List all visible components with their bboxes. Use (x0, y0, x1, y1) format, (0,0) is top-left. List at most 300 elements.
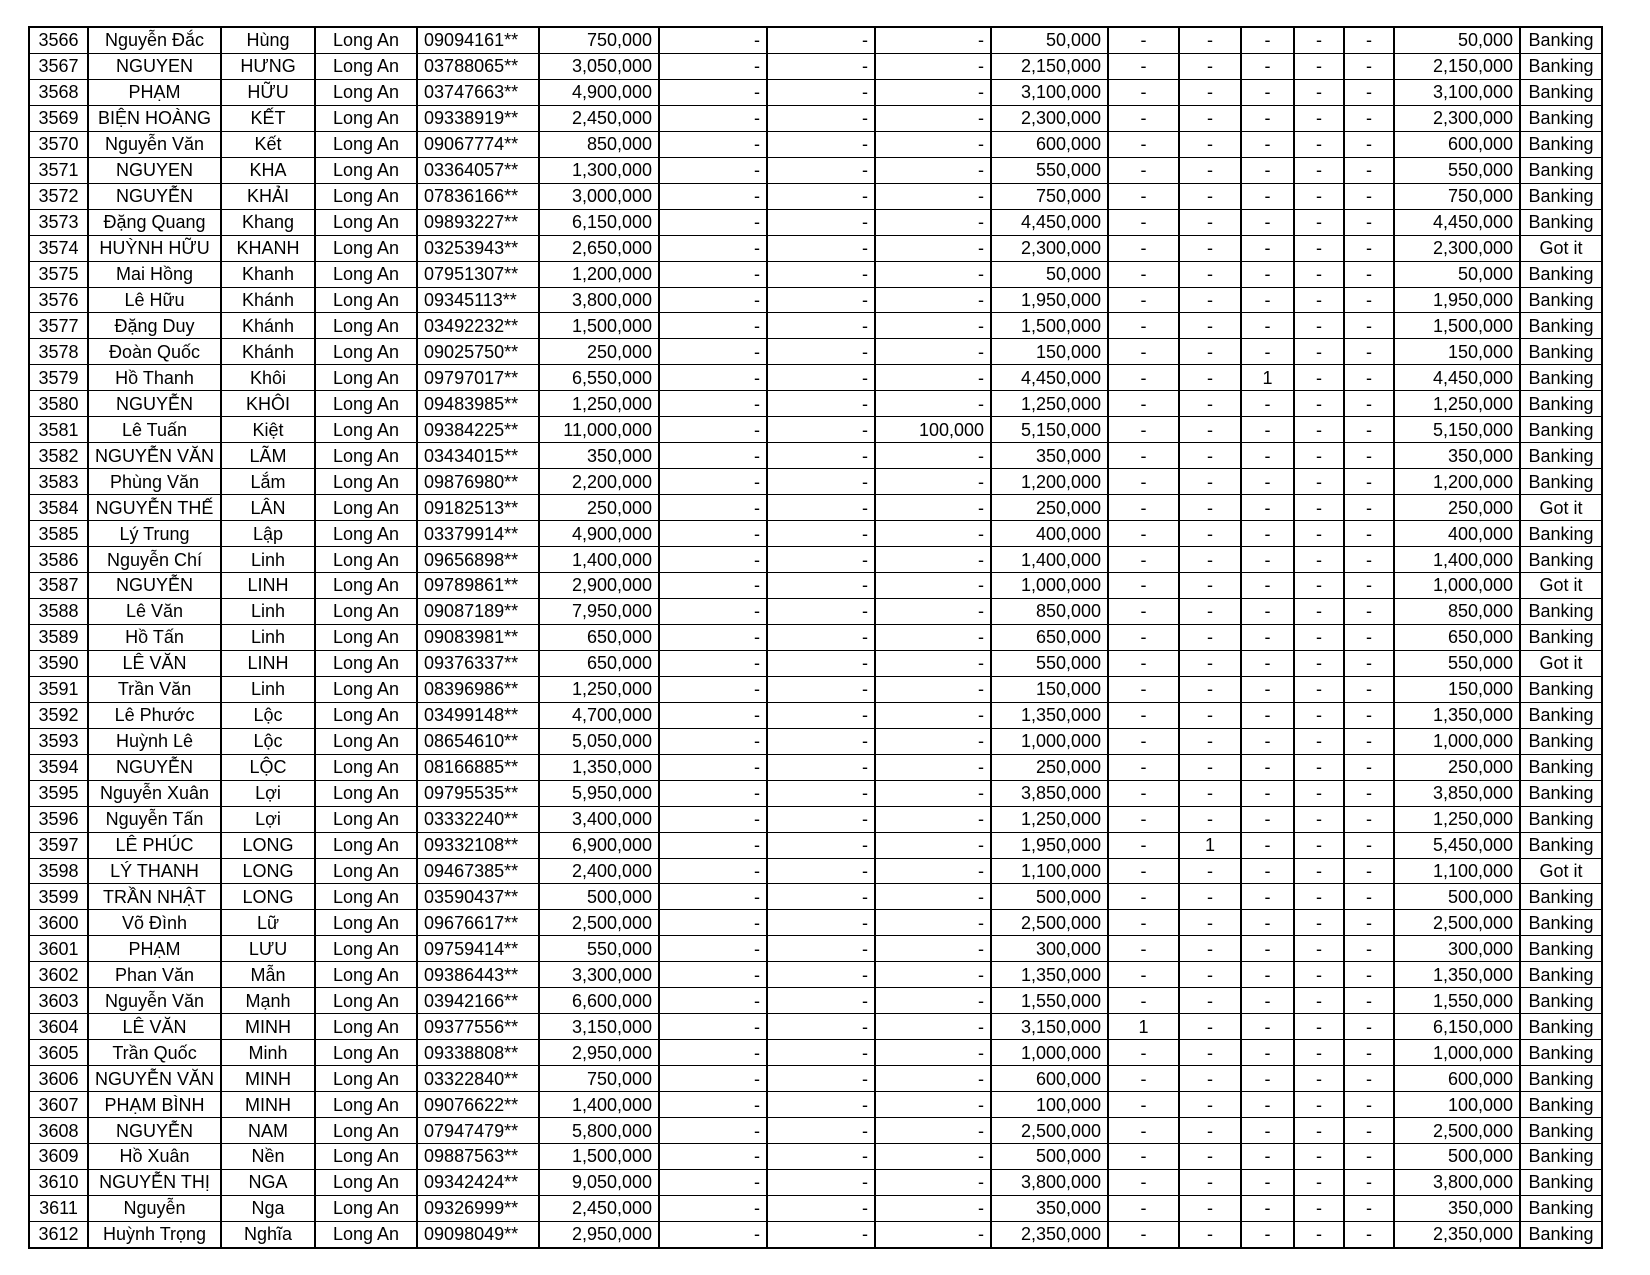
col-8-cell: - (767, 728, 875, 754)
amount-2-cell: 150,000 (991, 676, 1108, 702)
col-9-cell: - (875, 702, 991, 728)
col-8-cell: - (767, 1195, 875, 1221)
amount-cell: 1,400,000 (539, 1092, 659, 1118)
phone-cell: 09656898** (417, 547, 539, 573)
flag-2-cell: - (1179, 1195, 1241, 1221)
amount-2-cell: 50,000 (991, 27, 1108, 53)
phone-cell: 03499148** (417, 702, 539, 728)
flag-1-cell: - (1108, 1143, 1179, 1169)
flag-4-cell: - (1294, 339, 1344, 365)
province-cell: Long An (315, 235, 417, 261)
province-cell: Long An (315, 417, 417, 443)
col-8-cell: - (767, 1169, 875, 1195)
flag-1-cell: - (1108, 209, 1179, 235)
total-cell: 300,000 (1394, 936, 1520, 962)
flag-3-cell: - (1241, 1221, 1294, 1247)
flag-2-cell: - (1179, 962, 1241, 988)
method-cell: Got it (1520, 495, 1602, 521)
flag-4-cell: - (1294, 1195, 1344, 1221)
phone-cell: 09098049** (417, 1221, 539, 1247)
province-cell: Long An (315, 27, 417, 53)
flag-1-cell: - (1108, 391, 1179, 417)
total-cell: 1,000,000 (1394, 1040, 1520, 1066)
col-8-cell: - (767, 79, 875, 105)
surname-cell: NGUYỄN (88, 391, 221, 417)
surname-cell: Lê Hữu (88, 287, 221, 313)
flag-5-cell: - (1344, 131, 1394, 157)
flag-3-cell: - (1241, 157, 1294, 183)
flag-1-cell: - (1108, 624, 1179, 650)
amount-cell: 6,900,000 (539, 832, 659, 858)
surname-cell: Nguyễn Tấn (88, 806, 221, 832)
flag-3-cell: - (1241, 53, 1294, 79)
table-row (29, 261, 1602, 287)
flag-1-cell: - (1108, 806, 1179, 832)
row-number-cell: 3567 (29, 53, 88, 79)
flag-2-cell: - (1179, 806, 1241, 832)
flag-4-cell: - (1294, 962, 1344, 988)
flag-4-cell: - (1294, 1143, 1344, 1169)
amount-2-cell: 600,000 (991, 131, 1108, 157)
total-cell: 6,150,000 (1394, 1014, 1520, 1040)
flag-1-cell: - (1108, 417, 1179, 443)
flag-2-cell: - (1179, 754, 1241, 780)
amount-cell: 350,000 (539, 443, 659, 469)
method-cell: Banking (1520, 1040, 1602, 1066)
flag-3-cell: - (1241, 754, 1294, 780)
province-cell: Long An (315, 754, 417, 780)
col-9-cell: - (875, 1143, 991, 1169)
col-7-cell: - (659, 157, 767, 183)
flag-5-cell: - (1344, 339, 1394, 365)
table-row (29, 313, 1602, 339)
given-name-cell: NGA (221, 1169, 315, 1195)
row-number-cell: 3610 (29, 1169, 88, 1195)
method-cell: Banking (1520, 988, 1602, 1014)
row-number-cell: 3583 (29, 469, 88, 495)
total-cell: 100,000 (1394, 1092, 1520, 1118)
flag-4-cell: - (1294, 624, 1344, 650)
amount-cell: 1,400,000 (539, 547, 659, 573)
row-number-cell: 3593 (29, 728, 88, 754)
phone-cell: 09376337** (417, 650, 539, 676)
amount-2-cell: 2,500,000 (991, 1118, 1108, 1144)
amount-2-cell: 500,000 (991, 884, 1108, 910)
amount-cell: 7,950,000 (539, 598, 659, 624)
amount-cell: 500,000 (539, 884, 659, 910)
col-7-cell: - (659, 650, 767, 676)
row-number-cell: 3589 (29, 624, 88, 650)
surname-cell: Nguyễn Đắc (88, 27, 221, 53)
given-name-cell: Nga (221, 1195, 315, 1221)
flag-3-cell: - (1241, 1014, 1294, 1040)
flag-3-cell: - (1241, 936, 1294, 962)
flag-2-cell: - (1179, 495, 1241, 521)
given-name-cell: KẾT (221, 105, 315, 131)
given-name-cell: LINH (221, 650, 315, 676)
table-row (29, 910, 1602, 936)
phone-cell: 09887563** (417, 1143, 539, 1169)
amount-cell: 750,000 (539, 1066, 659, 1092)
flag-4-cell: - (1294, 988, 1344, 1014)
col-8-cell: - (767, 832, 875, 858)
flag-2-cell: - (1179, 235, 1241, 261)
total-cell: 2,300,000 (1394, 105, 1520, 131)
col-7-cell: - (659, 313, 767, 339)
table-row (29, 936, 1602, 962)
amount-cell: 1,200,000 (539, 261, 659, 287)
flag-2-cell: - (1179, 1143, 1241, 1169)
flag-2-cell: - (1179, 79, 1241, 105)
col-8-cell: - (767, 1014, 875, 1040)
amount-cell: 4,900,000 (539, 521, 659, 547)
amount-cell: 750,000 (539, 27, 659, 53)
flag-3-cell: - (1241, 79, 1294, 105)
method-cell: Banking (1520, 754, 1602, 780)
row-number-cell: 3574 (29, 235, 88, 261)
province-cell: Long An (315, 391, 417, 417)
table-row (29, 1169, 1602, 1195)
total-cell: 4,450,000 (1394, 365, 1520, 391)
flag-4-cell: - (1294, 209, 1344, 235)
flag-5-cell: - (1344, 313, 1394, 339)
flag-2-cell: - (1179, 339, 1241, 365)
flag-1-cell: - (1108, 105, 1179, 131)
total-cell: 1,250,000 (1394, 806, 1520, 832)
col-8-cell: - (767, 547, 875, 573)
province-cell: Long An (315, 780, 417, 806)
total-cell: 3,100,000 (1394, 79, 1520, 105)
province-cell: Long An (315, 131, 417, 157)
table-row (29, 1143, 1602, 1169)
col-8-cell: - (767, 1066, 875, 1092)
amount-2-cell: 2,300,000 (991, 235, 1108, 261)
amount-2-cell: 100,000 (991, 1092, 1108, 1118)
given-name-cell: NAM (221, 1118, 315, 1144)
amount-2-cell: 350,000 (991, 443, 1108, 469)
phone-cell: 09067774** (417, 131, 539, 157)
total-cell: 250,000 (1394, 754, 1520, 780)
flag-1-cell: - (1108, 131, 1179, 157)
table-row (29, 1118, 1602, 1144)
flag-1-cell: - (1108, 573, 1179, 599)
method-cell: Banking (1520, 105, 1602, 131)
flag-5-cell: - (1344, 469, 1394, 495)
flag-3-cell: - (1241, 443, 1294, 469)
amount-cell: 6,150,000 (539, 209, 659, 235)
phone-cell: 08396986** (417, 676, 539, 702)
col-7-cell: - (659, 235, 767, 261)
flag-2-cell: - (1179, 131, 1241, 157)
method-cell: Banking (1520, 1169, 1602, 1195)
flag-3-cell: - (1241, 183, 1294, 209)
table-row (29, 27, 1602, 53)
method-cell: Banking (1520, 157, 1602, 183)
surname-cell: Mai Hồng (88, 261, 221, 287)
col-7-cell: - (659, 183, 767, 209)
flag-5-cell: - (1344, 780, 1394, 806)
col-7-cell: - (659, 547, 767, 573)
method-cell: Banking (1520, 391, 1602, 417)
given-name-cell: MINH (221, 1014, 315, 1040)
flag-2-cell: - (1179, 884, 1241, 910)
col-8-cell: - (767, 910, 875, 936)
flag-2-cell: - (1179, 1221, 1241, 1247)
flag-2-cell: - (1179, 573, 1241, 599)
table-row (29, 417, 1602, 443)
method-cell: Banking (1520, 728, 1602, 754)
amount-2-cell: 1,500,000 (991, 313, 1108, 339)
row-number-cell: 3606 (29, 1066, 88, 1092)
phone-cell: 09025750** (417, 339, 539, 365)
table-row (29, 858, 1602, 884)
flag-5-cell: - (1344, 1169, 1394, 1195)
table-row (29, 884, 1602, 910)
flag-2-cell: - (1179, 521, 1241, 547)
row-number-cell: 3586 (29, 547, 88, 573)
given-name-cell: Lợi (221, 780, 315, 806)
col-8-cell: - (767, 235, 875, 261)
surname-cell: NGUYỄN (88, 754, 221, 780)
flag-4-cell: - (1294, 780, 1344, 806)
surname-cell: LÝ THANH (88, 858, 221, 884)
col-9-cell: - (875, 131, 991, 157)
flag-2-cell: - (1179, 313, 1241, 339)
given-name-cell: Lợi (221, 806, 315, 832)
given-name-cell: Mẫn (221, 962, 315, 988)
col-9-cell: - (875, 339, 991, 365)
method-cell: Banking (1520, 443, 1602, 469)
province-cell: Long An (315, 832, 417, 858)
table-row (29, 209, 1602, 235)
method-cell: Banking (1520, 261, 1602, 287)
amount-cell: 9,050,000 (539, 1169, 659, 1195)
flag-5-cell: - (1344, 1118, 1394, 1144)
province-cell: Long An (315, 1040, 417, 1066)
col-8-cell: - (767, 417, 875, 443)
flag-4-cell: - (1294, 754, 1344, 780)
flag-4-cell: - (1294, 365, 1344, 391)
col-7-cell: - (659, 209, 767, 235)
row-number-cell: 3608 (29, 1118, 88, 1144)
row-number-cell: 3612 (29, 1221, 88, 1247)
amount-2-cell: 1,950,000 (991, 287, 1108, 313)
surname-cell: Trần Quốc (88, 1040, 221, 1066)
amount-cell: 3,150,000 (539, 1014, 659, 1040)
given-name-cell: Khánh (221, 339, 315, 365)
phone-cell: 07951307** (417, 261, 539, 287)
flag-5-cell: - (1344, 443, 1394, 469)
flag-3-cell: - (1241, 832, 1294, 858)
table-row (29, 469, 1602, 495)
col-9-cell: - (875, 936, 991, 962)
province-cell: Long An (315, 1169, 417, 1195)
flag-2-cell: 1 (1179, 832, 1241, 858)
col-9-cell: - (875, 287, 991, 313)
flag-1-cell: - (1108, 287, 1179, 313)
col-7-cell: - (659, 884, 767, 910)
row-number-cell: 3605 (29, 1040, 88, 1066)
col-9-cell: - (875, 105, 991, 131)
flag-5-cell: - (1344, 261, 1394, 287)
method-cell: Banking (1520, 702, 1602, 728)
amount-2-cell: 300,000 (991, 936, 1108, 962)
table-row (29, 365, 1602, 391)
province-cell: Long An (315, 53, 417, 79)
flag-2-cell: - (1179, 936, 1241, 962)
flag-3-cell: - (1241, 910, 1294, 936)
phone-cell: 03942166** (417, 988, 539, 1014)
province-cell: Long An (315, 1014, 417, 1040)
phone-cell: 03492232** (417, 313, 539, 339)
flag-4-cell: - (1294, 1169, 1344, 1195)
flag-5-cell: - (1344, 79, 1394, 105)
col-9-cell: - (875, 598, 991, 624)
row-number-cell: 3573 (29, 209, 88, 235)
col-8-cell: - (767, 469, 875, 495)
province-cell: Long An (315, 858, 417, 884)
col-7-cell: - (659, 261, 767, 287)
col-8-cell: - (767, 780, 875, 806)
table-row (29, 806, 1602, 832)
flag-4-cell: - (1294, 1066, 1344, 1092)
method-cell: Banking (1520, 936, 1602, 962)
total-cell: 550,000 (1394, 650, 1520, 676)
row-number-cell: 3595 (29, 780, 88, 806)
table-row (29, 728, 1602, 754)
flag-4-cell: - (1294, 443, 1344, 469)
flag-2-cell: - (1179, 780, 1241, 806)
flag-2-cell: - (1179, 650, 1241, 676)
method-cell: Got it (1520, 573, 1602, 599)
flag-1-cell: - (1108, 1066, 1179, 1092)
flag-1-cell: - (1108, 261, 1179, 287)
col-7-cell: - (659, 832, 767, 858)
given-name-cell: HƯNG (221, 53, 315, 79)
total-cell: 550,000 (1394, 157, 1520, 183)
col-8-cell: - (767, 624, 875, 650)
flag-4-cell: - (1294, 573, 1344, 599)
province-cell: Long An (315, 157, 417, 183)
row-number-cell: 3585 (29, 521, 88, 547)
amount-2-cell: 750,000 (991, 183, 1108, 209)
method-cell: Banking (1520, 1014, 1602, 1040)
flag-2-cell: - (1179, 1040, 1241, 1066)
flag-1-cell: - (1108, 365, 1179, 391)
amount-2-cell: 1,400,000 (991, 547, 1108, 573)
table-row (29, 962, 1602, 988)
total-cell: 1,950,000 (1394, 287, 1520, 313)
col-8-cell: - (767, 573, 875, 599)
data-table (28, 26, 1603, 1249)
amount-cell: 5,950,000 (539, 780, 659, 806)
phone-cell: 03379914** (417, 521, 539, 547)
flag-1-cell: - (1108, 598, 1179, 624)
amount-2-cell: 3,850,000 (991, 780, 1108, 806)
province-cell: Long An (315, 936, 417, 962)
flag-3-cell: - (1241, 728, 1294, 754)
flag-4-cell: - (1294, 547, 1344, 573)
method-cell: Banking (1520, 806, 1602, 832)
amount-cell: 5,800,000 (539, 1118, 659, 1144)
flag-2-cell: - (1179, 27, 1241, 53)
phone-cell: 09789861** (417, 573, 539, 599)
col-8-cell: - (767, 1092, 875, 1118)
flag-1-cell: - (1108, 858, 1179, 884)
flag-2-cell: - (1179, 1092, 1241, 1118)
col-8-cell: - (767, 1143, 875, 1169)
col-8-cell: - (767, 27, 875, 53)
flag-4-cell: - (1294, 1092, 1344, 1118)
table-row (29, 573, 1602, 599)
flag-5-cell: - (1344, 858, 1394, 884)
province-cell: Long An (315, 702, 417, 728)
surname-cell: NGUYỄN (88, 1118, 221, 1144)
phone-cell: 09326999** (417, 1195, 539, 1221)
flag-2-cell: - (1179, 287, 1241, 313)
given-name-cell: MINH (221, 1092, 315, 1118)
col-8-cell: - (767, 105, 875, 131)
flag-2-cell: - (1179, 53, 1241, 79)
table-row (29, 53, 1602, 79)
given-name-cell: LÃM (221, 443, 315, 469)
flag-5-cell: - (1344, 650, 1394, 676)
flag-3-cell: - (1241, 598, 1294, 624)
flag-3-cell: - (1241, 1092, 1294, 1118)
row-number-cell: 3598 (29, 858, 88, 884)
phone-cell: 03788065** (417, 53, 539, 79)
flag-4-cell: - (1294, 287, 1344, 313)
row-number-cell: 3611 (29, 1195, 88, 1221)
flag-1-cell: - (1108, 676, 1179, 702)
total-cell: 500,000 (1394, 884, 1520, 910)
col-9-cell: - (875, 676, 991, 702)
col-7-cell: - (659, 391, 767, 417)
flag-2-cell: - (1179, 858, 1241, 884)
province-cell: Long An (315, 365, 417, 391)
surname-cell: NGUYEN (88, 157, 221, 183)
flag-5-cell: - (1344, 365, 1394, 391)
flag-5-cell: - (1344, 1014, 1394, 1040)
phone-cell: 07836166** (417, 183, 539, 209)
method-cell: Banking (1520, 1092, 1602, 1118)
province-cell: Long An (315, 988, 417, 1014)
amount-cell: 850,000 (539, 131, 659, 157)
total-cell: 350,000 (1394, 1195, 1520, 1221)
surname-cell: NGUYỄN (88, 183, 221, 209)
col-7-cell: - (659, 495, 767, 521)
given-name-cell: Linh (221, 676, 315, 702)
given-name-cell: Nền (221, 1143, 315, 1169)
row-number-cell: 3600 (29, 910, 88, 936)
amount-cell: 2,950,000 (539, 1221, 659, 1247)
province-cell: Long An (315, 495, 417, 521)
table-row (29, 495, 1602, 521)
row-number-cell: 3576 (29, 287, 88, 313)
flag-4-cell: - (1294, 910, 1344, 936)
method-cell: Banking (1520, 27, 1602, 53)
given-name-cell: Linh (221, 624, 315, 650)
total-cell: 5,450,000 (1394, 832, 1520, 858)
flag-3-cell: - (1241, 624, 1294, 650)
flag-3-cell: - (1241, 547, 1294, 573)
amount-cell: 1,250,000 (539, 676, 659, 702)
method-cell: Banking (1520, 209, 1602, 235)
flag-4-cell: - (1294, 495, 1344, 521)
col-8-cell: - (767, 598, 875, 624)
flag-5-cell: - (1344, 806, 1394, 832)
phone-cell: 09083981** (417, 624, 539, 650)
